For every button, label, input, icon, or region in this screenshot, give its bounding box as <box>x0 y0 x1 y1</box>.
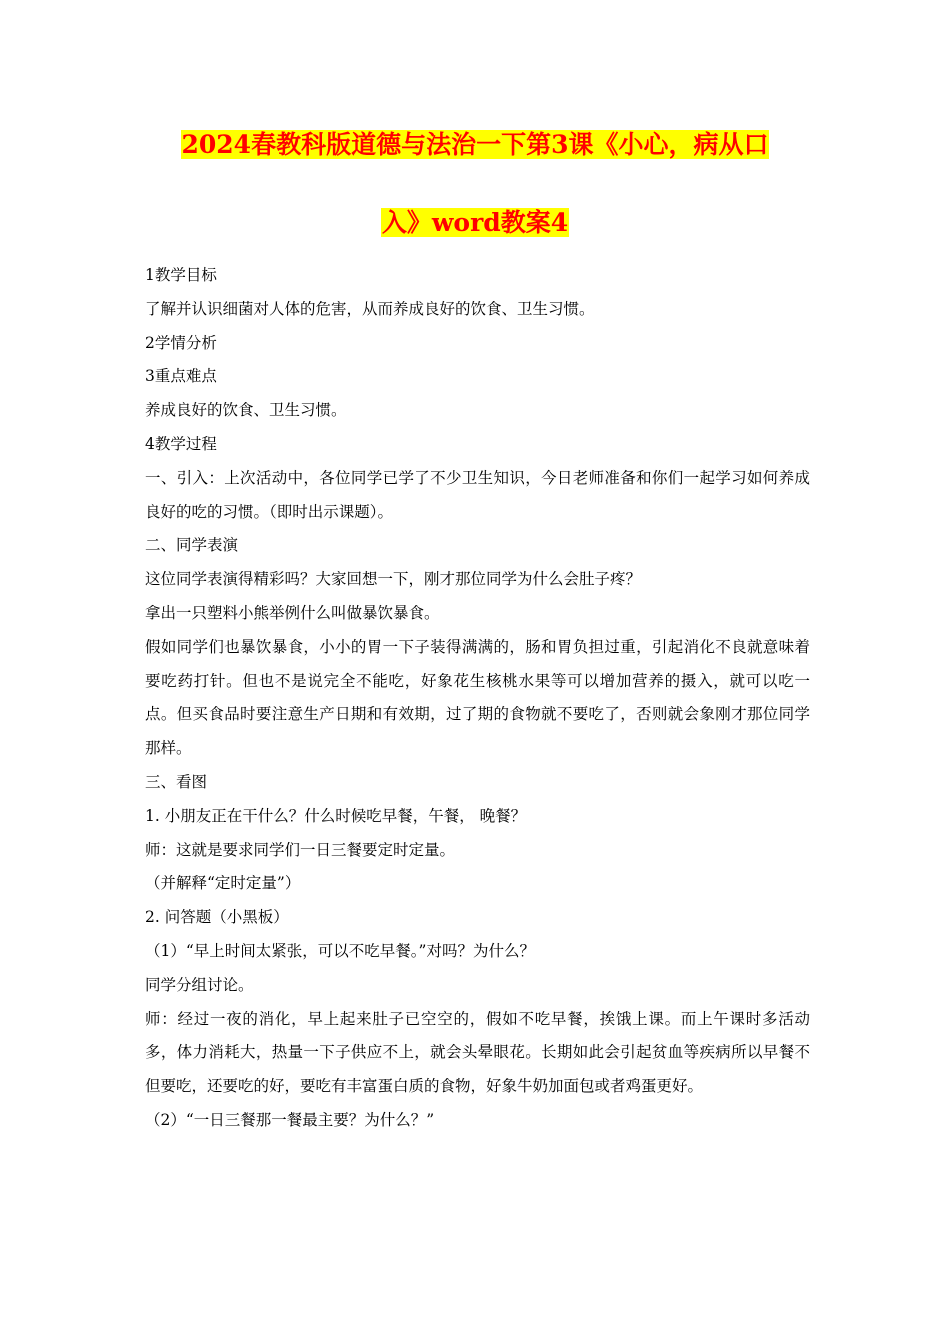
paragraph-goals: 了解并认识细菌对人体的危害，从而养成良好的饮食、卫生习惯。 <box>145 299 595 318</box>
title-text-line-2: 入》word教案4 <box>381 208 569 237</box>
paragraph-group-discussion: 同学分组讨论。 <box>145 975 254 994</box>
paragraph-overeating: 假如同学们也暴饮暴食，小小的胃一下子装得满满的，肠和胃负担过重，引起消化不良就意味着要吃药打针。但也不是说完全不能吃，好象花生核桃水果等可以增加营养的摄入，就可以吃一点。但买食品时要注意生产日期和有效期，过了期的食物就不要吃了，否则就会象刚才那位同学那样。 <box>145 637 810 758</box>
paragraph-explain-regular: （并解释“定时定量”） <box>145 874 301 893</box>
paragraph-item-2: 2. 问答题（小黑板） <box>145 908 289 927</box>
paragraph-introduction: 一、引入：上次活动中，各位同学已学了不少卫生知识，今日老师准备和你们一起学习如何养成良好的吃的习惯。（即时出示课题）。 <box>145 468 810 521</box>
title-line-1 <box>120 128 830 168</box>
heading-teaching-process: 4教学过程 <box>145 434 217 453</box>
paragraph-plastic-bear: 拿出一只塑料小熊举例什么叫做暴饮暴食。 <box>145 603 440 622</box>
paragraph-teacher-breakfast: 师：经过一夜的消化，早上起来肚子已空空的，假如不吃早餐，挨饿上课。而上午课时多活动多，体力消耗大，热量一下子供应不上，就会头晕眼花。长期如此会引起贫血等疾病所以早餐不但要吃，还要吃的好，要吃有丰富蛋白质的食物，好象牛奶加面包或者鸡蛋更好。 <box>145 1009 810 1096</box>
heading-look-at-picture: 三、看图 <box>145 772 208 791</box>
paragraph-item-1: 1. 小朋友正在干什么？什么时候吃早餐，午餐， 晚餐？ <box>145 806 527 825</box>
heading-student-performance: 二、同学表演 <box>145 536 239 555</box>
paragraph-key-points: 养成良好的饮食、卫生习惯。 <box>145 401 347 420</box>
heading-key-points: 3重点难点 <box>145 367 217 386</box>
paragraph-teacher-three-meals: 师：这就是要求同学们一日三餐要定时定量。 <box>145 840 456 859</box>
heading-student-analysis: 2学情分析 <box>145 333 217 352</box>
title-text-line-1: 2024春教科版道德与法治一下第3课《小心，病从口 <box>181 130 769 159</box>
title-line-2 <box>120 206 830 246</box>
document-body <box>145 259 810 1138</box>
paragraph-question-1: （1）“早上时间太紧张，可以不吃早餐。”对吗？为什么？ <box>145 941 535 960</box>
paragraph-question-2: （2）“一日三餐那一餐最主要？为什么？” <box>145 1110 435 1129</box>
heading-teaching-goals: 1教学目标 <box>145 266 217 284</box>
paragraph-question-stomachache: 这位同学表演得精彩吗？大家回想一下，刚才那位同学为什么会肚子疼？ <box>145 570 642 589</box>
